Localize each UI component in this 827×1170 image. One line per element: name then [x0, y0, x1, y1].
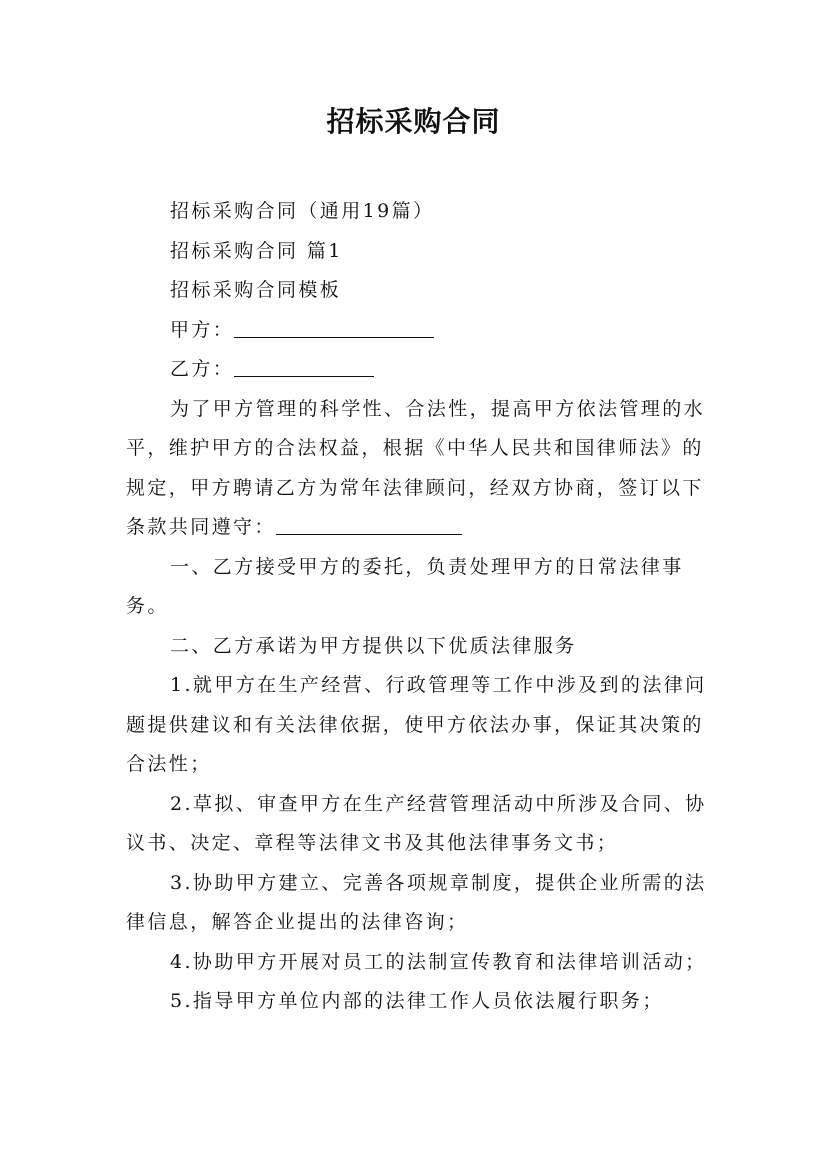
party-a-line [126, 311, 716, 351]
chapter-heading: 招标采购合同 篇1 [170, 239, 343, 262]
item-5-paragraph: 5.指导甲方单位内部的法律工作人员依法履行职务； [170, 990, 664, 1012]
item-3-paragraph: 3.协助甲方建立、完善各项规章制度，提供企业所需的法律信息，解答企业提出的法律咨询； [126, 871, 707, 933]
item-4-paragraph: 4.协助甲方开展对员工的法制宣传教育和法律培训活动； [170, 950, 707, 973]
item-1-paragraph: 1.就甲方在生产经营、行政管理等工作中涉及到的法律问题提供建议和有关法律依据，使甲方依法办事，保证其决策的合法性； [126, 674, 707, 775]
party-a-blank [234, 313, 434, 338]
item-2-paragraph: 2.草拟、审查甲方在生产经营管理活动中所涉及合同、协议书、决定、章程等法律文书及其他法律事务文书； [126, 792, 707, 854]
subtitle-line: 招标采购合同（通用19篇） [170, 200, 435, 222]
party-b-line [126, 350, 716, 390]
party-a-label: 甲方： [170, 318, 235, 341]
intro-blank [276, 510, 462, 535]
template-heading: 招标采购合同模板 [170, 279, 342, 301]
document-body [126, 192, 716, 1022]
clause-1-paragraph: 一、乙方接受甲方的委托，负责处理甲方的日常法律事务。 [126, 555, 684, 617]
party-b-blank [234, 352, 374, 377]
clause-2-paragraph: 二、乙方承诺为甲方提供以下优质法律服务 [170, 634, 577, 657]
party-b-label: 乙方： [170, 358, 235, 380]
intro-paragraph [126, 390, 716, 548]
intro-text: 为了甲方管理的科学性、合法性，提高甲方依法管理的水平，维护甲方的合法权益，根据《中华人民共和国律师法》的规定，甲方聘请乙方为常年法律顾问，经双方协商，签订以下条款共同遵守： [126, 397, 706, 538]
document-title: 招标采购合同 [326, 105, 501, 138]
